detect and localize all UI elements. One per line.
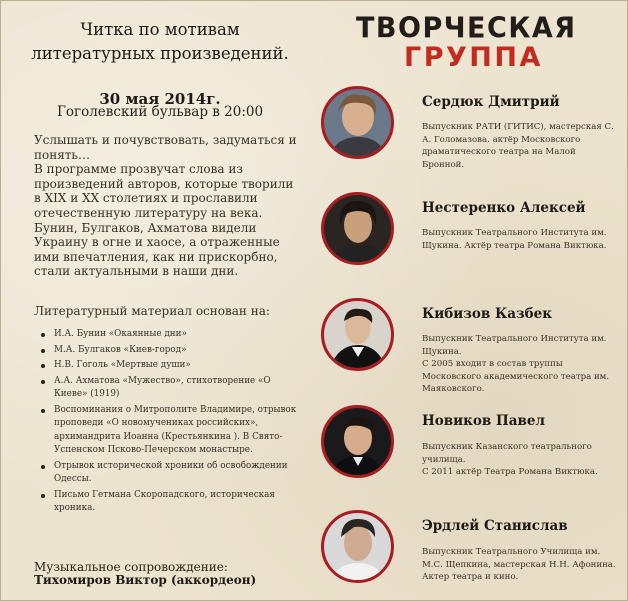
avatar <box>321 192 394 265</box>
performer-name: Новиков Павел <box>422 413 545 429</box>
event-title-line-1: Читка по мотивам <box>80 20 240 39</box>
list-item: А.А. Ахматова «Мужество», стихотворение «О Киеве» (1919) <box>38 375 300 402</box>
performer-name: Нестеренко Алексей <box>422 200 586 216</box>
intro-text <box>34 133 299 279</box>
event-title-line-2: литературных произведений. <box>31 44 289 63</box>
list-item: Воспоминания о Митрополите Владимире, отрывок проповеди «О новомучениках российских», архимандрита Иоанна (Крестьянкина ). В Свято-Успенском Псково-Печерском монастыре. <box>38 404 300 458</box>
performer-bio: Выпускник Казанского театрального училища. С 2011 актёр Театра Романа Виктюка. <box>422 442 598 478</box>
intro-paragraph: Услышать и почувствовать, задуматься и понять… <box>34 133 297 162</box>
logo-line-1: ТВОРЧЕСКАЯ <box>356 12 577 45</box>
performer-name: Сердюк Дмитрий <box>422 94 560 110</box>
list-item: Письмо Гетмана Скоропадского, историческая хроника. <box>38 489 300 516</box>
avatar <box>321 510 394 583</box>
performer-name: Кибизов Казбек <box>422 306 552 322</box>
performer-bio: Выпускник РАТИ (ГИТИС), мастерская С. А. Голомазова. актёр Московского драматического театра на Малой Бронной. <box>422 122 614 170</box>
performer-name: Эрдлей Станислав <box>422 518 568 534</box>
list-item: Н.В. Гоголь «Мертвые души» <box>38 359 300 373</box>
bibliography-list <box>38 328 300 518</box>
avatar <box>321 405 394 478</box>
performer-bio: Выпускник Театрального Училища им. М.С. Щепкина, мастерская Н.Н. Афонина. Актер театра и кино. <box>422 547 616 583</box>
performer-bio: Выпускник Театрального Института им. Щукина. С 2005 входит в состав труппы Московского академического театра им. Маяковского. <box>422 334 610 395</box>
avatar <box>321 86 394 159</box>
intro-paragraph: Бунин, Булгаков, Ахматова видели Украину в огне и хаосе, а отраженные ими впечатления, как ни прискорбно, стали актуальными в наши дни. <box>34 220 280 279</box>
music-performer: Тихомиров Виктор (аккордеон) <box>34 573 257 587</box>
material-heading: Литературный материал основан на: <box>34 304 270 318</box>
list-item: М.А. Булгаков «Киев-город» <box>38 344 300 358</box>
music-label: Музыкальное сопровождение: <box>34 560 228 574</box>
list-item: Отрывок исторической хроники об освобождении Одессы. <box>38 460 300 487</box>
event-title <box>0 18 320 66</box>
event-venue: Гоголевский бульвар в 20:00 <box>56 104 264 120</box>
avatar <box>321 298 394 371</box>
logo-line-2: ГРУППА <box>404 42 543 73</box>
event-date: 30 мая 2014г. <box>99 90 221 108</box>
list-item: И.А. Бунин «Окаянные дни» <box>38 328 300 342</box>
performer-bio: Выпускник Театрального Института им. Щукина. Актёр театра Романа Виктюка. <box>422 228 607 251</box>
intro-paragraph: В программе прозвучат слова из произведений авторов, которые творили в XIX и XX столетиях и прославили отечественную литературу на века. <box>34 162 294 220</box>
